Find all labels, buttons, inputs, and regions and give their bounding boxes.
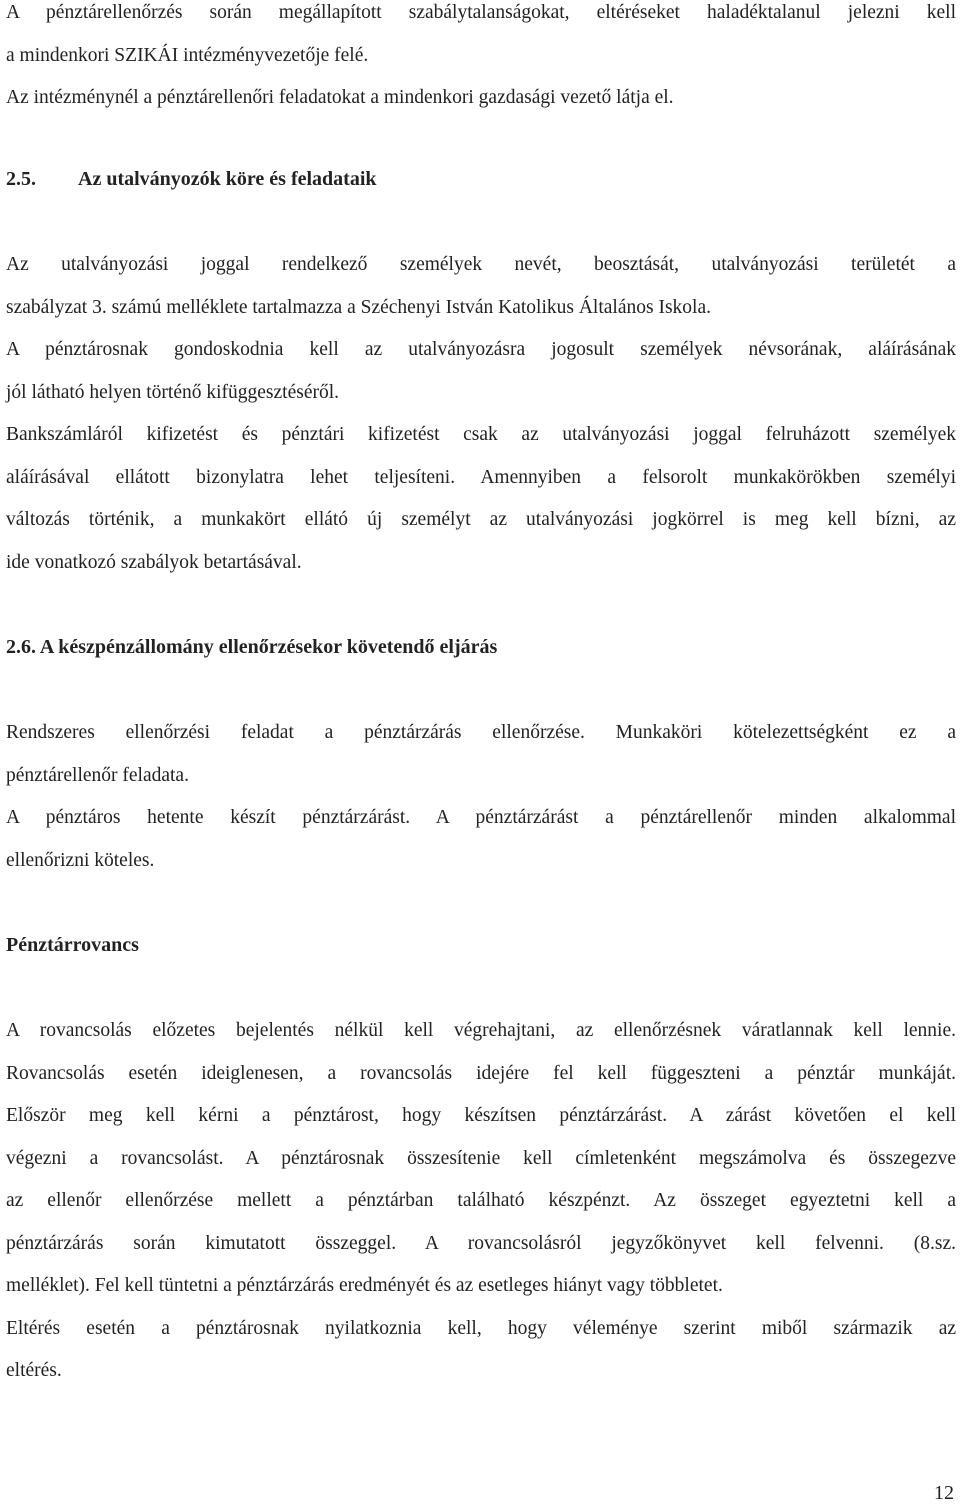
section-heading-2-5 <box>6 168 377 191</box>
paragraph-line: Rendszeres ellenőrzési feladat a pénztárzárás ellenőrzése. Munkaköri kötelezettségként ez a <box>6 722 956 743</box>
section-rovancs-body <box>6 1010 956 1393</box>
paragraph-line: Az utalványozási joggal rendelkező személyek nevét, beosztását, utalványozási területét a <box>6 254 956 275</box>
paragraph-line: az ellenőr ellenőrzése mellett a pénztárban található készpénzt. Az összeget egyeztetni kell a <box>6 1190 956 1211</box>
paragraph-line: szabályzat 3. számú melléklete tartalmazza a Széchenyi István Katolikus Általános Iskola. <box>6 296 711 318</box>
section-number: 2.5. <box>6 168 36 190</box>
section-2-6-body <box>6 712 956 882</box>
paragraph-line: Eltérés esetén a pénztárosnak nyilatkoznia kell, hogy véleménye szerint miből származik az <box>6 1317 956 1339</box>
paragraph-line: Az intézménynél a pénztárellenőri feladatokat a mindenkori gazdasági vezető látja el. <box>6 87 674 108</box>
paragraph-line: változás történik, a munkakört ellátó új személyt az utalványozási jogkörrel is meg kell bízni, az <box>6 509 956 530</box>
section-number: 2.6. <box>6 636 36 658</box>
paragraph-line: A pénztárellenőrzés során megállapított szabálytalanságokat, eltéréseket haladéktalanul jelezni kell <box>6 2 956 23</box>
paragraph-line: aláírásával ellátott bizonylatra lehet teljesíteni. Amennyiben a felsorolt munkakörökben személyi <box>6 466 956 488</box>
paragraph-line: ellenőrizni köteles. <box>6 849 155 871</box>
paragraph-line: jól látható helyen történő kifüggesztéséről. <box>6 381 340 403</box>
paragraph-line: ide vonatkozó szabályok betartásával. <box>6 551 302 573</box>
paragraph-line: A rovancsolás előzetes bejelentés nélkül kell végrehajtani, az ellenőrzésnek váratlannak kell lennie. <box>6 1020 956 1041</box>
paragraph-line: pénztárzárás során kimutatott összeggel. A rovancsolásról jegyzőkönyvet kell felvenni. (8.sz. <box>6 1232 956 1254</box>
paragraph-line: A pénztárosnak gondoskodnia kell az utalványozásra jogosult személyek névsorának, aláírásának <box>6 339 956 360</box>
section-title: A készpénzállomány ellenőrzésekor követendő eljárás <box>39 636 498 658</box>
section-2-5-body <box>6 244 956 584</box>
paragraph-line: végezni a rovancsolást. A pénztárosnak összesítenie kell címletenként megszámolva és összegezve <box>6 1147 956 1169</box>
section-heading-2-6 <box>6 636 497 659</box>
section-heading-rovancs <box>6 934 139 957</box>
paragraph-line: Rovancsolás esetén ideiglenesen, a rovancsolás idejére fel kell függeszteni a pénztár munkáját. <box>6 1062 956 1084</box>
section-title: Pénztárrovancs <box>6 934 139 956</box>
paragraph-line: a mindenkori SZIKÁI intézményvezetője felé. <box>6 44 369 66</box>
paragraph-line: Bankszámláról kifizetést és pénztári kifizetést csak az utalványozási joggal felruházott személyek <box>6 424 956 445</box>
intro-paragraph <box>6 0 956 120</box>
paragraph-line: melléklet). Fel kell tüntetni a pénztárzárás eredményét és az esetleges hiányt vagy többletet. <box>6 1275 723 1296</box>
paragraph-line: pénztárellenőr feladata. <box>6 764 189 786</box>
paragraph-line: Először meg kell kérni a pénztárost, hogy készítsen pénztárzárást. A zárást követően el kell <box>6 1105 956 1126</box>
section-title: Az utalványozók köre és feladataik <box>78 168 377 190</box>
page-number: 12 <box>934 1482 954 1504</box>
paragraph-line: eltérés. <box>6 1360 62 1381</box>
paragraph-line: A pénztáros hetente készít pénztárzárást. A pénztárzárást a pénztárellenőr minden alkalommal <box>6 807 956 828</box>
